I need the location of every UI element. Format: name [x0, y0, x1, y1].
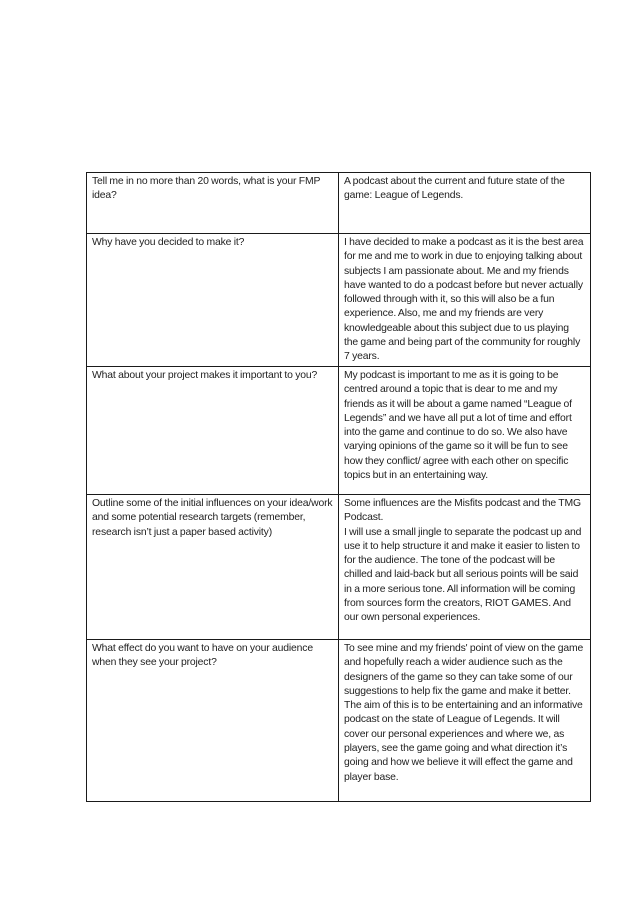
answer-text: A podcast about the current and future state of the game: League of Legends. [344, 176, 565, 202]
answer-cell [339, 234, 591, 367]
answer-cell [339, 495, 591, 640]
answer-text: I have decided to make a podcast as it is the best area for me and me to work in due to enjoying talking about subjects I am passionate about. Me and my friends have wanted to do a podcast before but never actually followed through with it, so this will also be a fun experience. Also, me and my friends are very knowledgeable about this subject due to us playing the game and being part of the community for roughly 7 years. [344, 237, 584, 363]
question-cell: What about your project makes it important to you? [87, 367, 339, 495]
answer-cell [339, 173, 591, 234]
answer-text: I will use a small jingle to separate the podcast up and use it to help structure it and make it easier to listen to for the audience. The tone of the podcast will be chilled and laid-back but all serious points will be said in a more serious tone. All information will be coming from sources form the creators, RIOT GAMES. And our own personal experiences. [344, 526, 582, 624]
question-cell: Outline some of the initial influences on your idea/work and some potential research targets (remember, research isn’t just a paper based activity) [87, 495, 339, 640]
table-row [87, 173, 591, 234]
answer-text: My podcast is important to me as it is going to be centred around a topic that is dear to me and my friends as it will be about a game named “League of Legends” and we have all put a lot of time and effort into the game and continue to do so. We also have varying opinions of the game so it will be fun to see how they conflict/ agree with each other on specific topics but in an entertaining way. [344, 370, 572, 482]
question-cell: What effect do you want to have on your audience when they see your project? [87, 640, 339, 802]
answer-text: Some influences are the Misfits podcast and the TMG Podcast. [344, 498, 581, 524]
table-row [87, 234, 591, 367]
table-row [87, 640, 591, 802]
table-row [87, 367, 591, 495]
answer-cell [339, 640, 591, 802]
answer-cell [339, 367, 591, 495]
fmp-proposal-table [86, 172, 591, 802]
question-cell: Why have you decided to make it? [87, 234, 339, 367]
answer-text: To see mine and my friends' point of view on the game and hopefully reach a wider audience such as the designers of the game so they can take some of our suggestions to help fix the game and make it better. The aim of this is to be entertaining and an informative podcast on the state of League of Legends. It will cover our personal experiences and where we, as players, see the game going and what direction it’s going and how we believe it will effect the game and player base. [344, 643, 584, 783]
question-cell: Tell me in no more than 20 words, what is your FMP idea? [87, 173, 339, 234]
table-row [87, 495, 591, 640]
